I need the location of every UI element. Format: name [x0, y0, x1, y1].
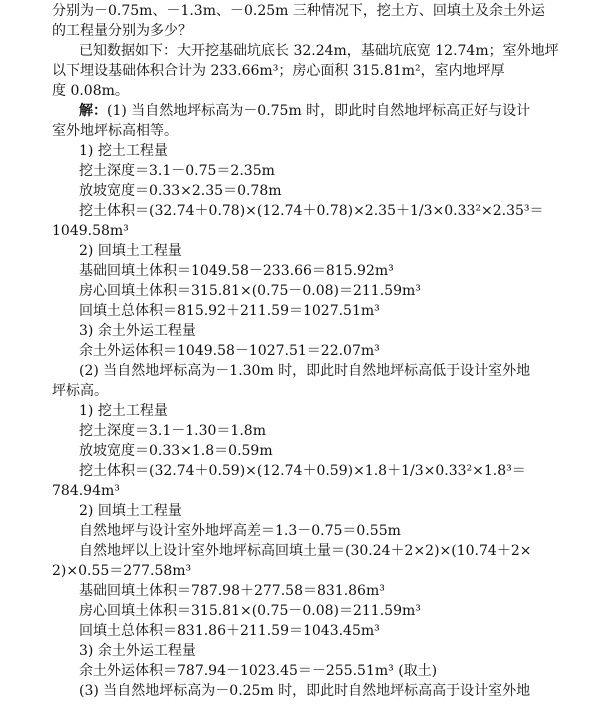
text-line: 放坡宽度＝0.33×2.35＝0.78m	[79, 183, 282, 199]
text-line: 784.94m³	[52, 483, 120, 499]
text-line: 分别为－0.75m、－1.3m、－0.25m 三种情况下，挖土方、回填土及余土外运	[52, 3, 545, 19]
text-line: 坪标高。	[52, 383, 108, 399]
text-line: 挖土深度＝3.1－0.75＝2.35m	[79, 163, 275, 179]
text-line: 已知数据如下：大开挖基础坑底长 32.24m，基础坑底宽 12.74m；室外地坪	[79, 43, 559, 59]
text-line: 挖土深度＝3.1－1.30＝1.8m	[79, 423, 266, 439]
text-line: (1) 当自然地坪标高为－0.75m 时，即此时自然地坪标高正好与设计	[107, 103, 531, 119]
text-line: 自然地坪以上设计室外地坪标高回填土量＝(30.24＋2×2)×(10.74＋2×	[79, 543, 532, 559]
text-line: 度 0.08m。	[52, 83, 129, 99]
section-heading: 1) 挖土工程量	[79, 143, 168, 159]
section-heading: 2) 回填土工程量	[79, 243, 182, 259]
text-line: 2)×0.55＝277.58m³	[52, 563, 192, 579]
section-heading: 3) 余土外运工程量	[79, 323, 196, 339]
text-line: 以下埋设基础体积合计为 233.66m³；房心面积 315.81m²，室内地坪厚	[52, 63, 505, 79]
solution-label: 解：	[79, 103, 107, 119]
text-line: 房心回填土体积＝315.81×(0.75－0.08)＝211.59m³	[79, 283, 421, 299]
section-heading: 2) 回填土工程量	[79, 503, 182, 519]
text-line: 房心回填土体积＝315.81×(0.75－0.08)＝211.59m³	[79, 603, 421, 619]
text-line: 的工程量分别为多少？	[52, 23, 192, 39]
text-line: 余土外运体积＝1049.58－1027.51＝22.07m³	[79, 343, 380, 359]
text-line: 挖土体积＝(32.74＋0.78)×(12.74＋0.78)×2.35＋1/3×0.33²×2.35³＝	[79, 203, 544, 219]
text-line: 回填土总体积＝831.86＋211.59＝1043.45m³	[79, 623, 380, 639]
text-line: 自然地坪与设计室外地坪高差＝1.3－0.75＝0.55m	[79, 523, 401, 539]
section-heading: 1) 挖土工程量	[79, 403, 168, 419]
section-heading: 3) 余土外运工程量	[79, 643, 196, 659]
text-line: 挖土体积＝(32.74＋0.59)×(12.74＋0.59)×1.8＋1/3×0.33²×1.8³＝	[79, 463, 526, 479]
text-line: 1049.58m³	[52, 223, 129, 239]
text-line: 基础回填土体积＝787.98＋277.58＝831.86m³	[79, 583, 385, 599]
text-line: 放坡宽度＝0.33×1.8＝0.59m	[79, 443, 273, 459]
text-line: (3) 当自然地坪标高为－0.25m 时，即此时自然地坪标高高于设计室外地	[79, 683, 531, 699]
solution-line	[79, 101, 604, 121]
text-line: 室外地坪标高相等。	[52, 123, 178, 139]
text-line: 回填土总体积＝815.92＋211.59＝1027.51m³	[79, 303, 380, 319]
text-line: 基础回填土体积＝1049.58－233.66＝815.92m³	[79, 263, 394, 279]
text-line: 余土外运体积＝787.94－1023.45＝－255.51m³ (取土)	[79, 663, 438, 679]
text-line: (2) 当自然地坪标高为－1.30m 时，即此时自然地坪标高低于设计室外地	[79, 363, 531, 379]
